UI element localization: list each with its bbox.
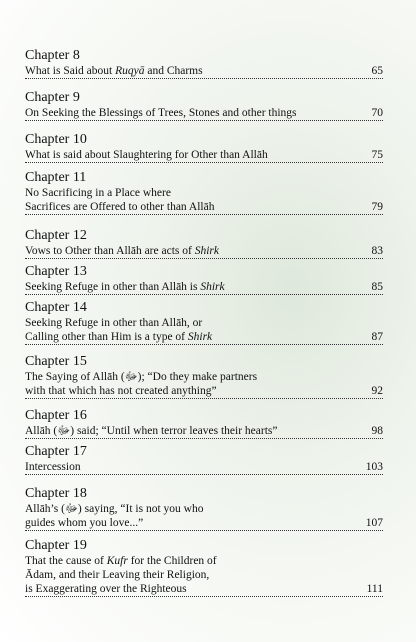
chapter-subtitle: Seeking Refuge in other than Allāh, or: [25, 317, 203, 329]
chapter-title: Chapter 9: [25, 90, 80, 105]
chapter-title: Chapter 15: [25, 354, 87, 369]
chapter-subtitle: Ādam, and their Leaving their Religion,: [25, 569, 210, 581]
chapter-entry: [25, 408, 383, 439]
chapter-subtitle: On Seeking the Blessings of Trees, Stones and other things: [25, 107, 297, 119]
chapter-subtitle-line: [25, 106, 383, 121]
chapter-subtitle: That the cause of Kufr for the Children of: [25, 555, 217, 567]
chapter-entry: [25, 264, 383, 295]
chapter-title: Chapter 12: [25, 228, 87, 243]
chapter-subtitle-line: [25, 280, 383, 295]
chapter-entry: [25, 486, 383, 531]
chapter-subtitle-line: [25, 582, 383, 597]
page-number: 65: [371, 65, 383, 77]
chapter-subtitle-line: [25, 502, 383, 516]
page-number: 107: [365, 517, 383, 529]
page-number: 83: [371, 245, 383, 257]
chapter-subtitle: Allāh (ﷻ) said; “Until when terror leaves their hearts”: [25, 425, 278, 437]
chapter-title: Chapter 10: [25, 132, 87, 147]
page-number: 70: [371, 107, 383, 119]
chapter-entry: [25, 354, 383, 399]
chapter-subtitle-line: [25, 148, 383, 163]
chapter-subtitle: What is said about Slaughtering for Other than Allāh: [25, 149, 268, 161]
chapter-subtitle-line: [25, 460, 383, 475]
chapter-subtitle: Intercession: [25, 461, 81, 473]
page-number: 92: [371, 385, 383, 397]
chapter-title: Chapter 17: [25, 444, 87, 459]
chapter-subtitle: No Sacrificing in a Place where: [25, 187, 171, 199]
chapter-subtitle-line: [25, 200, 383, 215]
chapter-title: Chapter 13: [25, 264, 87, 279]
chapter-subtitle-line: [25, 554, 383, 568]
chapter-subtitle: Allāh’s (ﷻ) saying, “It is not you who: [25, 503, 204, 515]
chapter-subtitle-line: [25, 244, 383, 259]
chapter-subtitle: What is Said about Ruqyā and Charms: [25, 65, 203, 77]
chapter-entry: [25, 300, 383, 345]
chapter-subtitle-line: [25, 370, 383, 384]
chapter-title: Chapter 16: [25, 408, 87, 423]
chapter-subtitle: with that which has not created anything”: [25, 385, 217, 397]
chapter-subtitle-line: [25, 516, 383, 531]
chapter-entry: [25, 444, 383, 475]
page-number: 98: [371, 425, 383, 437]
chapter-subtitle: guides whom you love...”: [25, 517, 144, 529]
chapter-subtitle: Calling other than Him is a type of Shirk: [25, 331, 213, 343]
chapter-title: Chapter 11: [25, 170, 87, 185]
chapter-subtitle-line: [25, 316, 383, 330]
chapter-subtitle: Vows to Other than Allāh are acts of Shirk: [25, 245, 219, 257]
chapter-entry: [25, 538, 383, 597]
chapter-title: Chapter 19: [25, 538, 87, 553]
page-number: 85: [371, 281, 383, 293]
chapter-subtitle-line: [25, 384, 383, 399]
chapter-title: Chapter 14: [25, 300, 87, 315]
chapter-subtitle: Sacrifices are Offered to other than Allāh: [25, 201, 215, 213]
chapter-subtitle: is Exaggerating over the Righteous: [25, 583, 187, 595]
chapter-entry: [25, 228, 383, 259]
chapter-entry: [25, 170, 383, 215]
page-number: 87: [371, 331, 383, 343]
chapter-title: Chapter 18: [25, 486, 87, 501]
chapter-subtitle-line: [25, 424, 383, 439]
chapter-subtitle-line: [25, 186, 383, 200]
chapter-subtitle-line: [25, 330, 383, 345]
page-number: 75: [371, 149, 383, 161]
page-number: 79: [371, 201, 383, 213]
page-number: 111: [366, 583, 383, 595]
chapter-subtitle-line: [25, 568, 383, 582]
chapter-subtitle-line: [25, 64, 383, 79]
chapter-entry: [25, 90, 383, 121]
chapter-title: Chapter 8: [25, 48, 80, 63]
chapter-subtitle: Seeking Refuge in other than Allāh is Shirk: [25, 281, 225, 293]
chapter-entry: [25, 48, 383, 79]
page-number: 103: [365, 461, 383, 473]
chapter-subtitle: The Saying of Allāh (ﷻ); “Do they make partners: [25, 371, 258, 383]
chapter-entry: [25, 132, 383, 163]
